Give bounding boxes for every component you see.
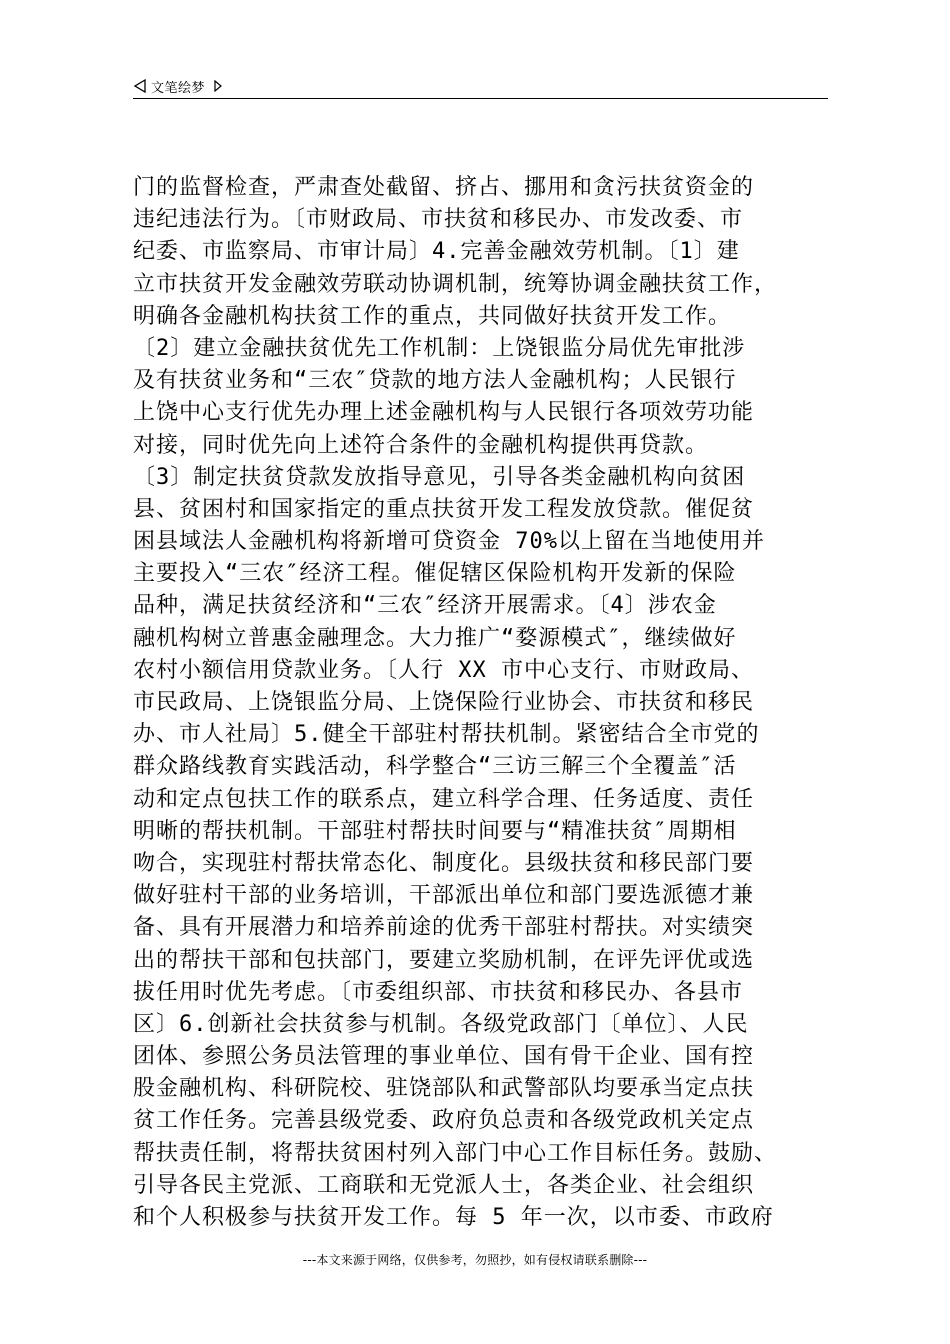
triangle-left-icon (133, 79, 147, 93)
body-line: 困县域法人金融机构将新增可贷资金 70%以上留在当地使用并 (133, 529, 765, 555)
body-line: 做好驻村干部的业务培训，干部派出单位和部门要选派德才兼 (133, 883, 755, 909)
body-line: 市民政局、上饶银监分局、上饶保险行业协会、市扶贫和移民 (133, 690, 755, 715)
page-header (133, 74, 828, 98)
body-line: 动和定点包扶工作的联系点，建立科学合理、任务适度、责任 (133, 786, 755, 812)
body-line: 立市扶贫开发金融效劳联动协调机制，统筹协调金融扶贫工作， (133, 271, 778, 297)
body-line: 办、市人社局〕5.健全干部驻村帮扶机制。紧密结合全市党的 (133, 722, 760, 748)
page-footer: ---本文来源于网络，仅供参考，勿照抄，如有侵权请联系删除--- (302, 1253, 648, 1267)
body-line: 区〕6.创新社会扶贫参与机制。各级党政部门〔单位〕、人民 (133, 1011, 749, 1037)
body-line: 及有扶贫业务和“三农″贷款的地方法人金融机构；人民银行 (133, 368, 737, 394)
body-line: 纪委、市监察局、市审计局〕4.完善金融效劳机制。〔1〕建 (133, 239, 740, 265)
body-line: 备、具有开展潜力和培养前途的优秀干部驻村帮扶。对实绩突 (133, 915, 755, 941)
body-line: 帮扶责任制，将帮扶贫困村列入部门中心工作目标任务。鼓励、 (133, 1140, 778, 1166)
body-line: 农村小额信用贷款业务。〔人行 XX 市中心支行、市财政局、 (133, 657, 754, 683)
body-line: 吻合，实现驻村帮扶常态化、制度化。县级扶贫和移民部门要 (133, 850, 755, 876)
body-line: 融机构树立普惠金融理念。大力推广“婺源模式″，继续做好 (133, 625, 737, 651)
body-line: 上饶中心支行优先办理上述金融机构与人民银行各项效劳功能 (133, 400, 755, 426)
body-line: 引导各民主党派、工商联和无党派人士，各类企业、社会组织 (133, 1172, 755, 1198)
body-line: 贫工作任务。完善县级党委、政府负总责和各级党政机关定点 (133, 1108, 755, 1134)
body-line: 〔2〕建立金融扶贫优先工作机制：上饶银监分局优先审批涉 (133, 335, 746, 361)
body-line: 违纪违法行为。〔市财政局、市扶贫和移民办、市发改委、市 (133, 207, 744, 233)
body-line: 对接，同时优先向上述符合条件的金融机构提供再贷款。 (133, 432, 709, 458)
body-line: 和个人积极参与扶贫开发工作。每 5 年一次，以市委、市政府 (133, 1205, 774, 1230)
body-line: 团体、参照公务员法管理的事业单位、国有骨干企业、国有控 (133, 1044, 755, 1070)
body-line: 明确各金融机构扶贫工作的重点，共同做好扶贫开发工作。 (133, 303, 732, 329)
body-line: 群众路线教育实践活动，科学整合“三访三解三个全覆盖″活 (133, 754, 737, 780)
body-line: 股金融机构、科研院校、驻饶部队和武警部队均要承当定点扶 (133, 1076, 755, 1102)
body-line: 品种，满足扶贫经济和“三农″经济开展需求。〔4〕涉农金 (133, 593, 717, 619)
header-title: 文笔绘梦 (151, 80, 206, 96)
body-line: 门的监督检查，严肃查处截留、挤占、挪用和贪污扶贫资金的 (133, 175, 755, 200)
body-line: 县、贫困村和国家指定的重点扶贫开发工程发放贷款。催促贫 (133, 496, 755, 522)
header-brand (133, 76, 223, 96)
document-body (133, 172, 831, 1234)
triangle-right-icon (213, 80, 223, 92)
header-divider (133, 98, 828, 99)
body-line: 〔3〕制定扶贫贷款发放指导意见，引导各类金融机构向贫困 (133, 464, 746, 490)
body-line: 出的帮扶干部和包扶部门，要建立奖励机制，在评先评优或选 (133, 947, 755, 973)
body-line: 主要投入“三农″经济工程。催促辖区保险机构开发新的保险 (133, 561, 737, 587)
body-line: 明晰的帮扶机制。干部驻村帮扶时间要与“精准扶贫″周期相 (133, 818, 737, 844)
body-line: 拔任用时优先考虑。〔市委组织部、市扶贫和移民办、各县市 (133, 979, 744, 1005)
